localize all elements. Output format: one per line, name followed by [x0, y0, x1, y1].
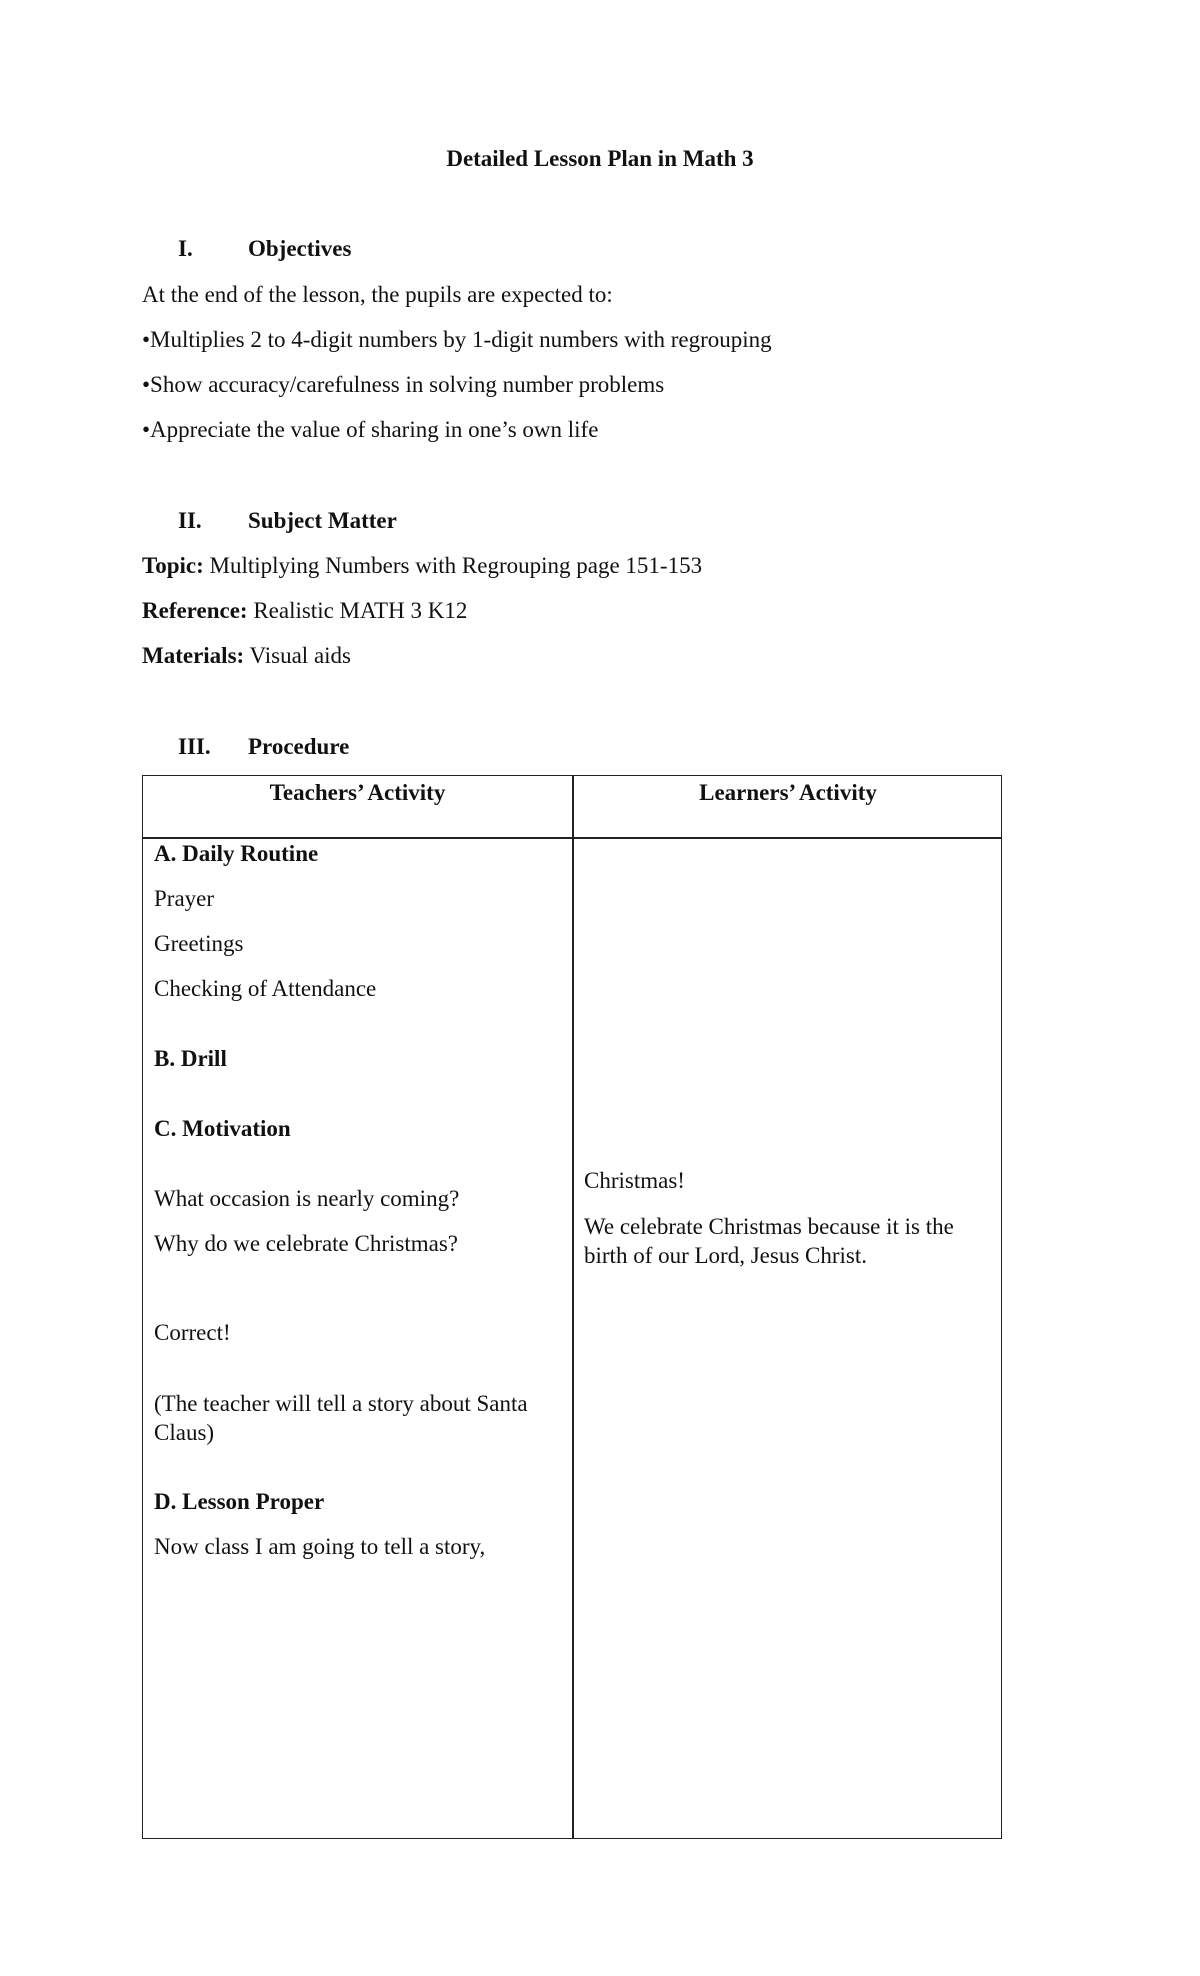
teachers-activity-header: Teachers’ Activity	[269, 780, 446, 805]
procedure-heading: Procedure	[248, 734, 350, 759]
correct-text: Correct!	[154, 1320, 231, 1345]
drill-heading: B. Drill	[154, 1046, 227, 1071]
procedure-number: III.	[178, 734, 211, 759]
reference-line	[142, 597, 467, 625]
subject-matter-number: II.	[178, 508, 202, 533]
lesson-proper-heading: D. Lesson Proper	[154, 1489, 325, 1514]
teacher-question-1: What occasion is nearly coming?	[154, 1186, 460, 1211]
objectives-heading: Objectives	[248, 236, 352, 261]
objective-item: •Appreciate the value of sharing in one’s own life	[142, 417, 599, 442]
story-note: (The teacher will tell a story about Santa Claus)	[154, 1391, 528, 1446]
learner-answer-2: We celebrate Christmas because it is the birth of our Lord, Jesus Christ.	[584, 1214, 954, 1269]
learner-answer-1: Christmas!	[584, 1168, 685, 1193]
materials-line	[142, 642, 351, 670]
topic-label: Topic:	[142, 553, 204, 578]
topic-line	[142, 552, 702, 580]
table-header-divider	[143, 837, 1001, 839]
greetings-text: Greetings	[154, 931, 244, 956]
daily-routine-heading: A. Daily Routine	[154, 841, 319, 866]
prayer-text: Prayer	[154, 886, 215, 911]
table-column-divider	[572, 776, 574, 1838]
document-title: Detailed Lesson Plan in Math 3	[446, 146, 754, 171]
attendance-text: Checking of Attendance	[154, 976, 377, 1001]
objective-item: •Show accuracy/carefulness in solving number problems	[142, 372, 665, 397]
story-intro-text: Now class I am going to tell a story,	[154, 1534, 486, 1559]
procedure-table	[142, 775, 1002, 1839]
materials-value: Visual aids	[249, 643, 351, 668]
learners-activity-header: Learners’ Activity	[699, 780, 877, 805]
objective-item: •Multiplies 2 to 4-digit numbers by 1-digit numbers with regrouping	[142, 327, 772, 352]
motivation-heading: C. Motivation	[154, 1116, 291, 1141]
teacher-question-2: Why do we celebrate Christmas?	[154, 1231, 458, 1256]
objectives-number: I.	[178, 236, 193, 261]
materials-label: Materials:	[142, 643, 245, 668]
objectives-intro: At the end of the lesson, the pupils are expected to:	[142, 282, 613, 307]
subject-matter-heading: Subject Matter	[248, 508, 397, 533]
reference-value: Realistic MATH 3 K12	[253, 598, 468, 623]
reference-label: Reference:	[142, 598, 248, 623]
topic-value: Multiplying Numbers with Regrouping page 151-153	[209, 553, 703, 578]
